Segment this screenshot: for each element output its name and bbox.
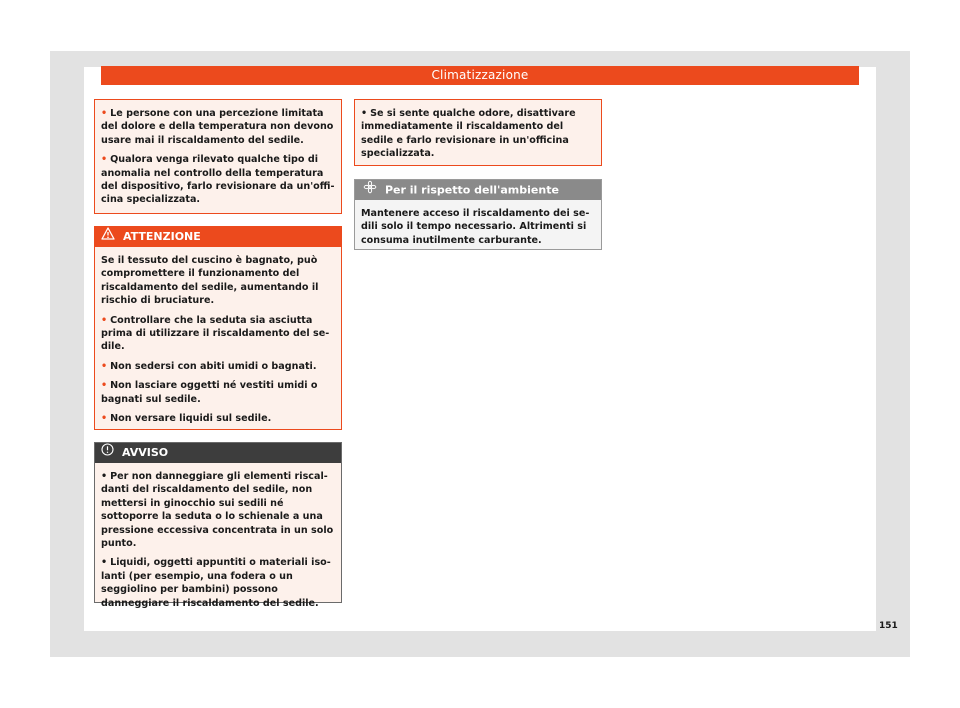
section-header: Climatizzazione: [101, 66, 859, 85]
bullet-icon: •: [101, 314, 108, 326]
list-item: • Liquidi, oggetti appuntiti o materiali isolanti (per esempio, una fodera o un seggiolino per bambini) possono danneggiare il riscaldamento del sedile.: [101, 557, 331, 609]
bullet-icon: •: [101, 360, 108, 372]
list-item: • Non versare liquidi sul sedile.: [101, 413, 272, 425]
bullet-icon: •: [101, 380, 108, 392]
warning-title: ATTENZIONE: [123, 230, 201, 243]
list-item: • Per non danneggiare gli elementi riscaldanti del riscaldamento del sedile, non mettersi in ginocchio sui sedili né sottoporre la seduta o lo schienale a una pressione eccessiva concentrata in un solo punto.: [101, 471, 334, 550]
bullet-icon: •: [361, 108, 368, 119]
environment-header: [355, 180, 601, 200]
safety-note-box: [94, 99, 342, 214]
bullet-icon: •: [101, 471, 108, 482]
bullet-icon: •: [101, 413, 108, 425]
warning-box: [94, 226, 342, 430]
notice-title: AVVISO: [122, 446, 169, 459]
environment-text: Mantenere acceso il riscaldamento dei sedili solo il tempo necessario. Altrimenti si consuma inutilmente carburante.: [361, 208, 590, 246]
bullet-icon: •: [101, 154, 108, 166]
page-number: 151: [879, 621, 898, 631]
environment-box: [354, 179, 602, 250]
environment-title: Per il rispetto dell'ambiente: [385, 183, 559, 197]
flower-icon: [363, 180, 377, 201]
list-item: • Qualora venga rilevato qualche tipo di anomalia nel controllo della temperatura del dispositivo, farlo revisionare da un'officina specializzata.: [101, 154, 335, 206]
warning-triangle-icon: [101, 227, 115, 247]
list-item: • Se si sente qualche odore, disattivare immediatamente il riscaldamento del sedile e farlo revisionare in un'officina specializzata.: [361, 108, 576, 160]
list-item: • Le persone con una percezione limitata del dolore e della temperatura non devono usare mai il riscaldamento del sedile.: [101, 108, 334, 146]
odor-note-box: [354, 99, 602, 166]
notice-box: [94, 442, 342, 609]
list-item: • Non sedersi con abiti umidi o bagnati.: [101, 360, 317, 372]
info-circle-icon: [101, 443, 114, 463]
bullet-icon: •: [101, 108, 108, 119]
list-item: • Non lasciare oggetti né vestiti umidi o bagnati sul sedile.: [101, 380, 318, 405]
warning-intro: Se il tessuto del cuscino è bagnato, può compromettere il funzionamento del riscaldamento del sedile, aumentando il rischio di bruciature.: [101, 255, 319, 307]
notice-header: [95, 443, 341, 463]
bullet-icon: •: [101, 557, 108, 569]
list-item: • Controllare che la seduta sia asciutta prima di utilizzare il riscaldamento del sedile.: [101, 314, 330, 353]
warning-header: [95, 227, 341, 247]
